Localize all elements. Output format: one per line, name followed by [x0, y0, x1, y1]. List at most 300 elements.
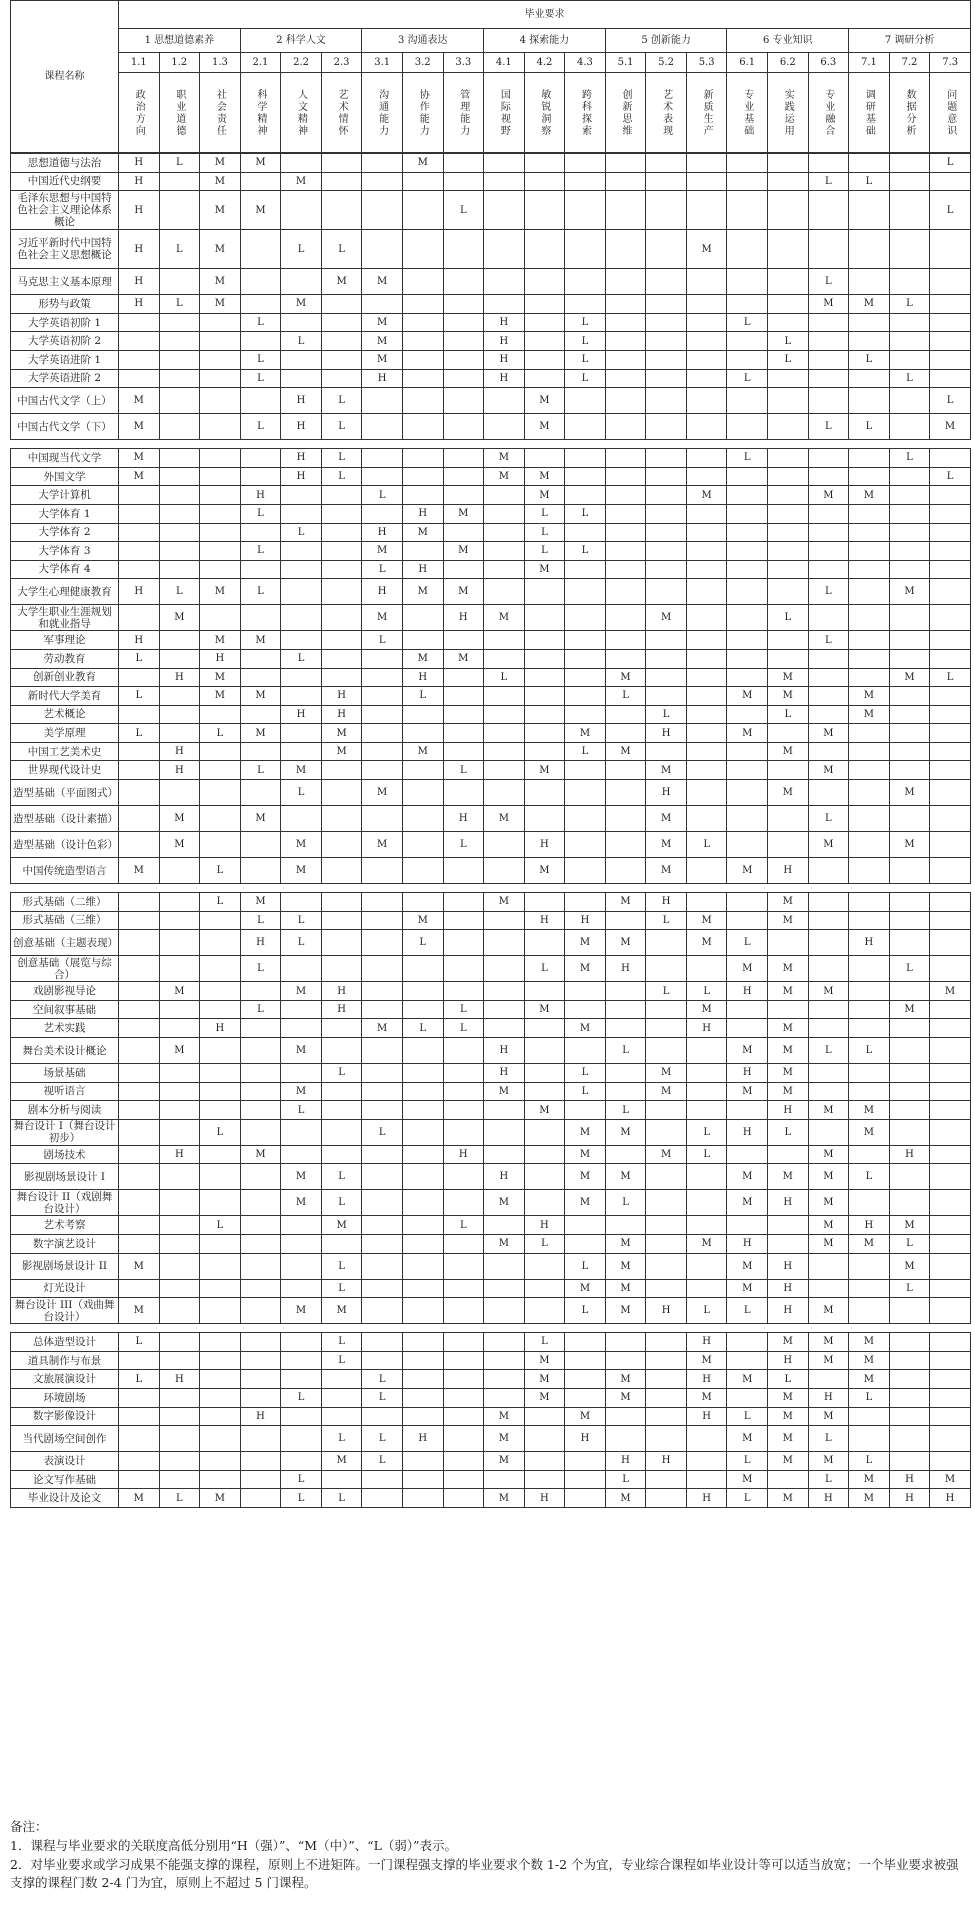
- relevance-cell: M: [605, 1370, 646, 1389]
- relevance-cell: [768, 230, 809, 269]
- relevance-cell: [443, 687, 484, 706]
- matrix-block: [10, 153, 971, 440]
- relevance-cell: L: [808, 1038, 849, 1064]
- relevance-cell: [321, 780, 362, 806]
- relevance-cell: [646, 668, 687, 687]
- relevance-cell: [240, 1426, 281, 1452]
- relevance-cell: [768, 832, 809, 858]
- relevance-cell: [402, 605, 443, 631]
- relevance-cell: [727, 806, 768, 832]
- relevance-cell: M: [605, 893, 646, 912]
- relevance-cell: M: [727, 1038, 768, 1064]
- relevance-cell: [119, 956, 160, 982]
- relevance-cell: [240, 269, 281, 295]
- relevance-cell: [686, 295, 727, 314]
- relevance-cell: L: [889, 449, 930, 468]
- relevance-cell: H: [565, 1426, 606, 1452]
- relevance-cell: [402, 1235, 443, 1254]
- course-row: [11, 388, 971, 414]
- relevance-cell: [524, 1119, 565, 1145]
- relevance-cell: [808, 350, 849, 369]
- relevance-cell: [443, 742, 484, 761]
- relevance-cell: M: [849, 1119, 890, 1145]
- relevance-cell: [889, 504, 930, 523]
- relevance-cell: [484, 858, 525, 884]
- relevance-cell: H: [930, 1489, 971, 1508]
- relevance-cell: [565, 668, 606, 687]
- relevance-cell: [565, 631, 606, 650]
- relevance-cell: H: [119, 230, 160, 269]
- relevance-cell: [200, 1388, 241, 1407]
- course-row: [11, 780, 971, 806]
- relevance-cell: [200, 1064, 241, 1083]
- relevance-cell: [808, 649, 849, 668]
- indicator-code: 4.2: [524, 53, 565, 73]
- relevance-cell: [362, 687, 403, 706]
- course-row: [11, 295, 971, 314]
- relevance-cell: [889, 388, 930, 414]
- relevance-cell: M: [565, 930, 606, 956]
- relevance-cell: [240, 449, 281, 468]
- relevance-cell: [930, 1082, 971, 1101]
- course-row: [11, 414, 971, 440]
- relevance-cell: L: [889, 369, 930, 388]
- category-header: 5 创新能力: [605, 29, 727, 53]
- relevance-cell: [159, 388, 200, 414]
- relevance-cell: [200, 1190, 241, 1216]
- relevance-cell: [524, 172, 565, 191]
- relevance-cell: M: [484, 467, 525, 486]
- relevance-cell: [443, 1101, 484, 1120]
- relevance-cell: L: [281, 332, 322, 351]
- relevance-cell: M: [646, 858, 687, 884]
- relevance-cell: [484, 230, 525, 269]
- relevance-cell: H: [889, 1489, 930, 1508]
- relevance-cell: [240, 832, 281, 858]
- relevance-cell: [484, 742, 525, 761]
- relevance-cell: [849, 893, 890, 912]
- relevance-cell: L: [119, 1333, 160, 1352]
- relevance-cell: [605, 761, 646, 780]
- course-name: 论文写作基础: [11, 1470, 119, 1489]
- relevance-cell: [200, 1407, 241, 1426]
- relevance-cell: [159, 369, 200, 388]
- indicator-name: 问题意识: [930, 73, 971, 153]
- course-row: [11, 560, 971, 579]
- relevance-cell: [930, 1164, 971, 1190]
- relevance-cell: [889, 1019, 930, 1038]
- relevance-cell: M: [119, 858, 160, 884]
- relevance-cell: [930, 1426, 971, 1452]
- relevance-cell: [362, 761, 403, 780]
- relevance-cell: L: [565, 369, 606, 388]
- relevance-cell: [849, 191, 890, 230]
- note-item: 2．对毕业要求或学习成果不能强支撑的课程，原则上不进矩阵。一门课程强支撑的毕业要求个数 1-2 个为宜，专业综合课程如毕业设计等可以适当放宽；一个毕业要求被强支撑的课程门数 2-4 门为宜，原则上不超过 5 门课程。: [10, 1857, 959, 1891]
- relevance-cell: M: [849, 1101, 890, 1120]
- relevance-cell: [930, 724, 971, 743]
- relevance-cell: [889, 1064, 930, 1083]
- relevance-cell: [484, 982, 525, 1001]
- relevance-cell: [889, 982, 930, 1001]
- relevance-cell: [889, 893, 930, 912]
- relevance-cell: H: [524, 911, 565, 930]
- relevance-cell: [159, 449, 200, 468]
- relevance-cell: [159, 1351, 200, 1370]
- relevance-cell: [889, 1351, 930, 1370]
- course-row: [11, 230, 971, 269]
- relevance-cell: [646, 313, 687, 332]
- relevance-cell: L: [281, 930, 322, 956]
- relevance-cell: H: [727, 1235, 768, 1254]
- relevance-cell: L: [849, 1164, 890, 1190]
- relevance-cell: L: [443, 1216, 484, 1235]
- course-row: [11, 649, 971, 668]
- relevance-cell: [849, 956, 890, 982]
- relevance-cell: [362, 724, 403, 743]
- relevance-cell: [281, 542, 322, 561]
- relevance-cell: M: [605, 1235, 646, 1254]
- relevance-cell: [484, 486, 525, 505]
- relevance-cell: L: [646, 982, 687, 1001]
- relevance-cell: M: [402, 523, 443, 542]
- relevance-cell: [321, 1019, 362, 1038]
- relevance-cell: [402, 1470, 443, 1489]
- relevance-cell: M: [281, 832, 322, 858]
- relevance-cell: H: [484, 332, 525, 351]
- relevance-cell: [159, 687, 200, 706]
- relevance-cell: L: [524, 956, 565, 982]
- relevance-cell: [686, 172, 727, 191]
- relevance-cell: [930, 1145, 971, 1164]
- relevance-cell: [119, 504, 160, 523]
- indicator-name: 职业道德: [159, 73, 200, 153]
- relevance-cell: [565, 230, 606, 269]
- relevance-cell: L: [930, 154, 971, 173]
- relevance-cell: L: [565, 332, 606, 351]
- relevance-cell: [768, 1470, 809, 1489]
- indicator-code: 7.3: [930, 53, 971, 73]
- relevance-cell: M: [200, 668, 241, 687]
- relevance-cell: [646, 1489, 687, 1508]
- relevance-cell: [402, 1190, 443, 1216]
- relevance-cell: [646, 1216, 687, 1235]
- relevance-cell: [362, 1253, 403, 1279]
- relevance-cell: [281, 724, 322, 743]
- relevance-cell: M: [727, 956, 768, 982]
- relevance-cell: H: [321, 1000, 362, 1019]
- relevance-cell: [565, 1101, 606, 1120]
- relevance-cell: [930, 832, 971, 858]
- relevance-cell: [281, 1145, 322, 1164]
- matrix-wrapper: [10, 0, 970, 1508]
- relevance-cell: M: [240, 687, 281, 706]
- relevance-cell: M: [119, 414, 160, 440]
- relevance-cell: [605, 832, 646, 858]
- relevance-cell: M: [849, 687, 890, 706]
- relevance-cell: M: [524, 858, 565, 884]
- relevance-cell: [524, 1253, 565, 1279]
- relevance-cell: H: [484, 369, 525, 388]
- relevance-cell: [686, 1279, 727, 1298]
- relevance-cell: [281, 1253, 322, 1279]
- block-gap: [10, 1324, 970, 1332]
- relevance-cell: [889, 605, 930, 631]
- relevance-cell: [443, 523, 484, 542]
- relevance-cell: [240, 560, 281, 579]
- relevance-cell: [768, 486, 809, 505]
- relevance-cell: [565, 1216, 606, 1235]
- relevance-cell: [889, 1388, 930, 1407]
- relevance-cell: [646, 1370, 687, 1389]
- relevance-cell: [362, 705, 403, 724]
- relevance-cell: H: [808, 1388, 849, 1407]
- relevance-cell: [119, 911, 160, 930]
- relevance-cell: [930, 486, 971, 505]
- relevance-cell: [524, 1038, 565, 1064]
- relevance-cell: [646, 1019, 687, 1038]
- relevance-cell: L: [240, 761, 281, 780]
- relevance-cell: M: [159, 982, 200, 1001]
- relevance-cell: [727, 1388, 768, 1407]
- relevance-cell: [200, 1253, 241, 1279]
- relevance-cell: M: [768, 1064, 809, 1083]
- relevance-cell: M: [200, 191, 241, 230]
- indicator-header-row: [11, 73, 971, 153]
- relevance-cell: M: [889, 1253, 930, 1279]
- course-row: [11, 631, 971, 650]
- relevance-cell: M: [362, 605, 403, 631]
- relevance-cell: [281, 1279, 322, 1298]
- course-name: 中国古代文学（下）: [11, 414, 119, 440]
- relevance-cell: [402, 858, 443, 884]
- indicator-name: 跨科探索: [565, 73, 606, 153]
- course-name: 大学计算机: [11, 486, 119, 505]
- relevance-cell: [930, 1351, 971, 1370]
- relevance-cell: M: [768, 1426, 809, 1452]
- relevance-cell: [849, 806, 890, 832]
- relevance-cell: [159, 269, 200, 295]
- relevance-cell: [443, 560, 484, 579]
- relevance-cell: [686, 806, 727, 832]
- relevance-cell: L: [200, 1216, 241, 1235]
- relevance-cell: [646, 631, 687, 650]
- relevance-cell: [484, 388, 525, 414]
- relevance-cell: M: [281, 295, 322, 314]
- relevance-cell: [119, 1426, 160, 1452]
- relevance-cell: [686, 649, 727, 668]
- relevance-cell: [808, 605, 849, 631]
- relevance-cell: H: [768, 1279, 809, 1298]
- relevance-cell: [646, 154, 687, 173]
- relevance-cell: [200, 742, 241, 761]
- relevance-cell: H: [686, 1333, 727, 1352]
- relevance-cell: [362, 956, 403, 982]
- relevance-cell: H: [159, 761, 200, 780]
- relevance-cell: [808, 956, 849, 982]
- relevance-cell: M: [362, 542, 403, 561]
- relevance-cell: [362, 982, 403, 1001]
- relevance-cell: [524, 1145, 565, 1164]
- relevance-cell: [443, 956, 484, 982]
- relevance-cell: [686, 504, 727, 523]
- relevance-cell: M: [849, 1235, 890, 1254]
- relevance-cell: [402, 1489, 443, 1508]
- relevance-cell: [119, 1190, 160, 1216]
- relevance-cell: L: [565, 542, 606, 561]
- relevance-cell: H: [362, 579, 403, 605]
- relevance-cell: M: [159, 806, 200, 832]
- relevance-cell: L: [727, 369, 768, 388]
- relevance-cell: [565, 1489, 606, 1508]
- relevance-cell: [159, 724, 200, 743]
- relevance-cell: M: [402, 579, 443, 605]
- relevance-cell: [930, 295, 971, 314]
- relevance-cell: L: [686, 1119, 727, 1145]
- relevance-cell: [605, 1426, 646, 1452]
- relevance-cell: [402, 191, 443, 230]
- relevance-cell: [159, 1164, 200, 1190]
- relevance-cell: [768, 1235, 809, 1254]
- relevance-cell: [524, 1470, 565, 1489]
- course-name: 剧场技术: [11, 1145, 119, 1164]
- relevance-cell: M: [727, 1082, 768, 1101]
- relevance-cell: [119, 605, 160, 631]
- relevance-cell: [889, 191, 930, 230]
- relevance-cell: L: [240, 579, 281, 605]
- relevance-cell: L: [321, 1164, 362, 1190]
- relevance-cell: L: [524, 542, 565, 561]
- relevance-cell: [443, 780, 484, 806]
- relevance-cell: [402, 542, 443, 561]
- relevance-cell: M: [524, 388, 565, 414]
- course-row: [11, 350, 971, 369]
- relevance-cell: [727, 542, 768, 561]
- relevance-cell: H: [119, 269, 160, 295]
- relevance-cell: [727, 523, 768, 542]
- course-row: [11, 1216, 971, 1235]
- course-row: [11, 761, 971, 780]
- relevance-cell: [686, 1452, 727, 1471]
- indicator-code: 2.2: [281, 53, 322, 73]
- relevance-cell: M: [281, 1298, 322, 1324]
- relevance-cell: [159, 191, 200, 230]
- relevance-cell: L: [200, 1119, 241, 1145]
- relevance-cell: [768, 467, 809, 486]
- relevance-cell: [240, 523, 281, 542]
- relevance-cell: [362, 1082, 403, 1101]
- course-name: 舞台美术设计概论: [11, 1038, 119, 1064]
- relevance-cell: [402, 1388, 443, 1407]
- course-name: 创意基础（展览与综合）: [11, 956, 119, 982]
- relevance-cell: [240, 649, 281, 668]
- relevance-cell: M: [605, 1119, 646, 1145]
- relevance-cell: L: [119, 649, 160, 668]
- relevance-cell: [484, 1019, 525, 1038]
- course-row: [11, 1388, 971, 1407]
- relevance-cell: L: [281, 780, 322, 806]
- relevance-cell: [159, 1190, 200, 1216]
- course-name: 艺术考察: [11, 1216, 119, 1235]
- course-row: [11, 687, 971, 706]
- relevance-cell: [321, 313, 362, 332]
- relevance-cell: [768, 542, 809, 561]
- relevance-cell: [889, 172, 930, 191]
- relevance-cell: [646, 542, 687, 561]
- relevance-cell: L: [849, 1388, 890, 1407]
- relevance-cell: L: [281, 911, 322, 930]
- relevance-cell: M: [646, 832, 687, 858]
- relevance-cell: [200, 806, 241, 832]
- relevance-cell: [565, 486, 606, 505]
- course-name: 大学体育 4: [11, 560, 119, 579]
- relevance-cell: [686, 1426, 727, 1452]
- relevance-cell: [240, 172, 281, 191]
- relevance-cell: [321, 1235, 362, 1254]
- course-name: 习近平新时代中国特色社会主义思想概论: [11, 230, 119, 269]
- relevance-cell: [321, 832, 362, 858]
- course-row: [11, 1235, 971, 1254]
- relevance-cell: [849, 1279, 890, 1298]
- relevance-cell: L: [362, 1370, 403, 1389]
- relevance-cell: [321, 542, 362, 561]
- category-header: 7 调研分析: [849, 29, 971, 53]
- relevance-cell: H: [200, 649, 241, 668]
- category-header: 4 探索能力: [484, 29, 606, 53]
- relevance-cell: L: [849, 350, 890, 369]
- relevance-cell: [646, 172, 687, 191]
- relevance-cell: [768, 560, 809, 579]
- relevance-cell: M: [362, 780, 403, 806]
- relevance-cell: [930, 560, 971, 579]
- relevance-cell: M: [727, 1164, 768, 1190]
- relevance-cell: M: [686, 1388, 727, 1407]
- block-gap: [10, 884, 970, 892]
- relevance-cell: L: [565, 1082, 606, 1101]
- relevance-cell: L: [686, 1298, 727, 1324]
- course-row: [11, 486, 971, 505]
- relevance-cell: M: [686, 486, 727, 505]
- relevance-cell: [646, 388, 687, 414]
- course-name: 大学体育 3: [11, 542, 119, 561]
- relevance-cell: [686, 1470, 727, 1489]
- course-name: 环境剧场: [11, 1388, 119, 1407]
- course-name: 大学生职业生涯规划和就业指导: [11, 605, 119, 631]
- relevance-cell: [484, 295, 525, 314]
- relevance-cell: L: [159, 579, 200, 605]
- relevance-cell: [808, 705, 849, 724]
- relevance-cell: M: [849, 1470, 890, 1489]
- relevance-cell: [686, 332, 727, 351]
- relevance-cell: [362, 295, 403, 314]
- relevance-cell: [768, 414, 809, 440]
- relevance-cell: [605, 332, 646, 351]
- relevance-cell: [402, 780, 443, 806]
- relevance-cell: [686, 1082, 727, 1101]
- category-header-row: [11, 29, 971, 53]
- relevance-cell: [200, 369, 241, 388]
- relevance-cell: [605, 191, 646, 230]
- relevance-cell: [200, 350, 241, 369]
- relevance-cell: H: [402, 1426, 443, 1452]
- relevance-cell: [686, 780, 727, 806]
- relevance-cell: [565, 1452, 606, 1471]
- relevance-cell: [321, 1101, 362, 1120]
- relevance-cell: [646, 1164, 687, 1190]
- relevance-cell: [321, 649, 362, 668]
- relevance-cell: M: [159, 832, 200, 858]
- relevance-cell: L: [565, 742, 606, 761]
- relevance-cell: [808, 369, 849, 388]
